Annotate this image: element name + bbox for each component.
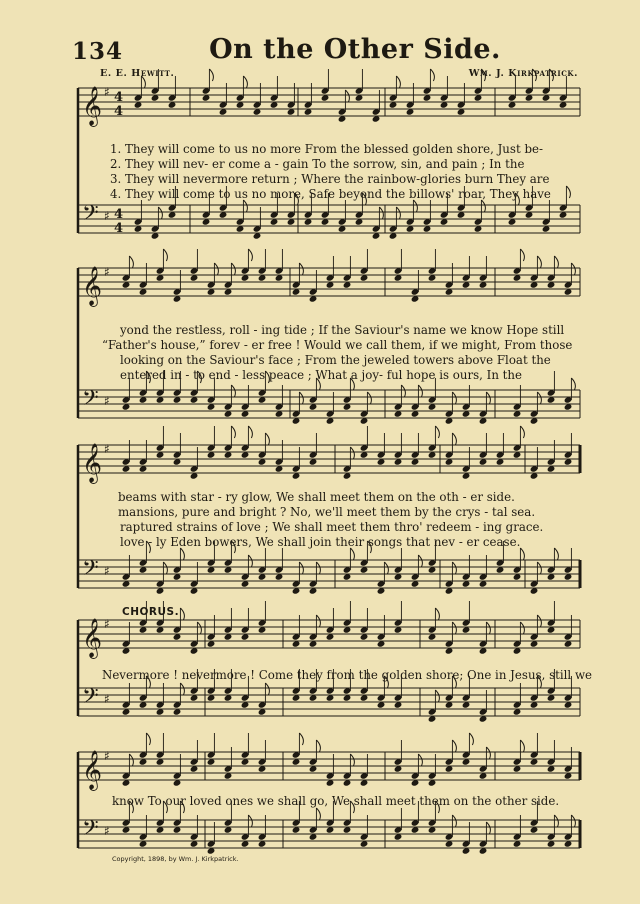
lyric-line: Nevermore ! nevermore ! Come they from the golden shore; One in Jesus, still we xyxy=(102,668,593,682)
sharp-sign: ♯ xyxy=(104,749,110,763)
note-flag xyxy=(299,733,303,745)
note-flag xyxy=(435,608,439,620)
note-flag xyxy=(231,385,235,397)
note-flag xyxy=(316,808,320,820)
note-flag xyxy=(481,69,485,81)
lyric-line: looking on the Saviour's face ; From the jeweled towers above Float the xyxy=(120,353,551,367)
note-flag xyxy=(452,622,456,634)
bass-clef: 𝄢 xyxy=(82,684,99,714)
lyric-line: mansions, pure and bright ? No, we'll meet them by the crys - tal sea. xyxy=(118,505,536,519)
lyricist-credit: E. E. Hewitt. xyxy=(100,68,175,79)
lyric-line: yond the restless, roll - ing tide ; If the Saviour's name we know Hope still xyxy=(120,323,565,337)
note-flag xyxy=(316,615,320,627)
sharp-sign: ♯ xyxy=(104,564,110,578)
note-flag xyxy=(316,562,320,574)
sharp-sign: ♯ xyxy=(104,617,110,631)
note-flag xyxy=(452,433,456,445)
treble-clef: 𝄞 xyxy=(82,618,103,658)
note-flag xyxy=(554,256,558,268)
note-flag xyxy=(413,200,417,212)
note-flag xyxy=(532,69,536,81)
note-flag xyxy=(231,426,235,438)
note-flag xyxy=(469,733,473,745)
note-flag xyxy=(520,740,524,752)
treble-clef: 𝄞 xyxy=(82,750,103,790)
note-flag xyxy=(418,385,422,397)
note-flag xyxy=(571,263,575,275)
time-signature: 4 xyxy=(114,221,124,236)
lyric-line: 4. They will come to us no more, Safe beyond the billows' roar, They have xyxy=(110,187,551,201)
note-flag xyxy=(350,548,354,560)
lyric-line: 2. They will nev- er come a - gain To the sorrow, sin, and pain ; In the xyxy=(110,157,525,171)
sharp-sign: ♯ xyxy=(104,394,110,408)
note-flag xyxy=(430,69,434,81)
treble-clef: 𝄞 xyxy=(82,443,103,483)
sharp-sign: ♯ xyxy=(104,442,110,456)
note-flag xyxy=(180,608,184,620)
note-flag xyxy=(299,263,303,275)
note-flag xyxy=(350,754,354,766)
note-flag xyxy=(571,815,575,827)
note-flag xyxy=(452,562,456,574)
note-flag xyxy=(486,822,490,834)
lyric-line: 3. They will nevermore return ; Where the rainbow-glories burn They are xyxy=(110,172,550,186)
composer-credit: Wm. J. Kirkpatrick. xyxy=(468,68,578,79)
note-flag xyxy=(129,256,133,268)
sharp-sign: ♯ xyxy=(104,265,110,279)
note-flag xyxy=(452,392,456,404)
note-flag xyxy=(248,426,252,438)
note-flag xyxy=(520,426,524,438)
note-flag xyxy=(197,622,201,634)
note-flag xyxy=(537,256,541,268)
hymn-title: On the Other Side. xyxy=(209,34,501,65)
note-flag xyxy=(435,690,439,702)
bass-clef: 𝄢 xyxy=(82,556,99,586)
time-signature: 4 xyxy=(114,104,124,119)
time-signature: 4 xyxy=(114,90,124,105)
note-flag xyxy=(316,740,320,752)
time-signature: 4 xyxy=(114,207,124,222)
note-flag xyxy=(396,207,400,219)
note-flag xyxy=(248,249,252,261)
note-flag xyxy=(129,754,133,766)
bass-clef: 𝄢 xyxy=(82,386,99,416)
sharp-sign: ♯ xyxy=(104,824,110,838)
note-flag xyxy=(571,378,575,390)
note-flag xyxy=(549,69,553,81)
note-flag xyxy=(180,683,184,695)
note-flag xyxy=(537,562,541,574)
note-flag xyxy=(158,207,162,219)
note-flag xyxy=(265,433,269,445)
sharp-sign: ♯ xyxy=(104,692,110,706)
treble-clef: 𝄞 xyxy=(82,86,103,126)
lyric-line: 1. They will come to us no more From the blessed golden shore, Just be- xyxy=(110,142,543,156)
note-flag xyxy=(231,263,235,275)
lyric-line: “Father's house,” forev - er free ! Would we call them, if we might, From those xyxy=(102,338,573,352)
bass-clef: 𝄢 xyxy=(82,816,99,846)
note-flag xyxy=(180,548,184,560)
treble-clef: 𝄞 xyxy=(82,266,103,306)
note-flag xyxy=(214,263,218,275)
note-flag xyxy=(367,392,371,404)
note-flag xyxy=(379,207,383,219)
note-flag xyxy=(452,815,456,827)
bass-clef: 𝄢 xyxy=(82,201,99,231)
note-flag xyxy=(520,249,524,261)
note-flag xyxy=(248,555,252,567)
note-flag xyxy=(481,200,485,212)
note-flag xyxy=(299,562,303,574)
lyric-line: entered in - to end - less peace ; What a joy- ful hope is ours, In the xyxy=(120,368,522,382)
note-flag xyxy=(418,754,422,766)
note-flag xyxy=(554,815,558,827)
note-flag xyxy=(299,392,303,404)
note-flag xyxy=(486,622,490,634)
note-flag xyxy=(486,747,490,759)
note-flag xyxy=(520,622,524,634)
note-flag xyxy=(248,815,252,827)
note-flag xyxy=(396,76,400,88)
note-flag xyxy=(401,385,405,397)
sharp-sign: ♯ xyxy=(104,85,110,99)
note-flag xyxy=(350,447,354,459)
note-flag xyxy=(163,249,167,261)
note-flag xyxy=(265,683,269,695)
note-flag xyxy=(537,392,541,404)
lyric-line: beams with star - ry glow, We shall meet them on the oth - er side. xyxy=(118,490,515,504)
lyric-line: raptured strains of love ; We shall meet them thro' redeem - ing grace. xyxy=(120,520,544,534)
note-flag xyxy=(209,69,213,81)
note-flag xyxy=(345,90,349,102)
note-flag xyxy=(486,392,490,404)
note-flag xyxy=(566,186,570,198)
note-flag xyxy=(520,548,524,560)
lyric-line: love - ly Eden bowers, We shall join their songs that nev - er cease. xyxy=(120,535,521,549)
note-flag xyxy=(384,562,388,574)
note-flag xyxy=(163,562,167,574)
note-flag xyxy=(554,548,558,560)
lyric-line: know To our loved ones we shall go, We shall meet them on the other side. xyxy=(112,794,560,808)
note-flag xyxy=(435,426,439,438)
copyright-notice: Copyright, 1898, by Wm. J. Kirkpatrick. xyxy=(112,855,239,863)
page-number: 134 xyxy=(72,38,124,65)
note-flag xyxy=(243,200,247,212)
chorus-label: CHORUS. xyxy=(122,606,180,618)
note-flag xyxy=(418,555,422,567)
note-flag xyxy=(537,615,541,627)
note-flag xyxy=(452,740,456,752)
note-flag xyxy=(141,76,145,88)
note-flag xyxy=(243,76,247,88)
sharp-sign: ♯ xyxy=(104,209,110,223)
note-flag xyxy=(146,733,150,745)
